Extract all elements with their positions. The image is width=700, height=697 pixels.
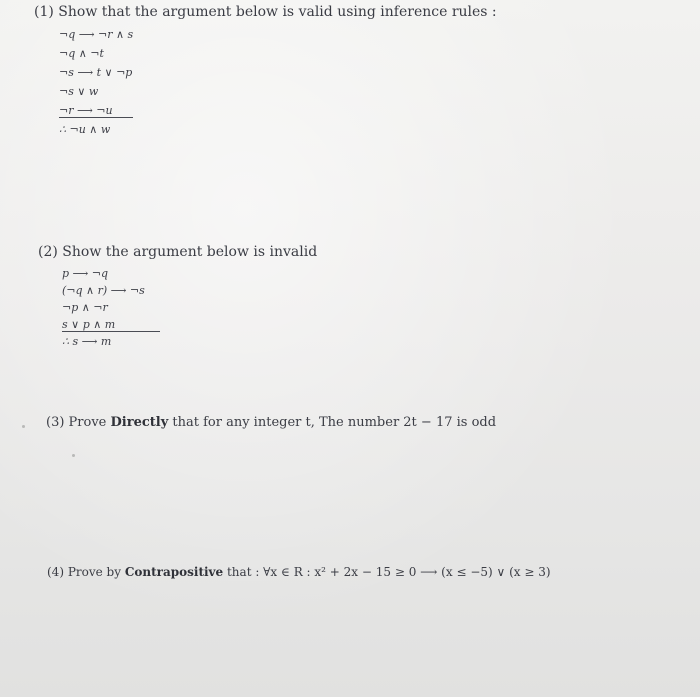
- question-1-title: (1) Show that the argument below is valid using inference rules :: [34, 4, 497, 20]
- question-3-body: that for any integer t, The number 2t − 17 is odd: [168, 415, 497, 430]
- premise-line: ¬p ∧ ¬r: [62, 301, 108, 314]
- paper-speck: [72, 454, 75, 457]
- premise-line: ¬q ⟶ ¬r ∧ s: [59, 28, 134, 41]
- premise-text: s ∨ p ∧ m: [62, 318, 160, 332]
- question-2-argument: [62, 265, 160, 350]
- question-4-prefix: (4) Prove by: [47, 565, 125, 579]
- paper-speck: [22, 425, 25, 428]
- question-3-prefix: (3) Prove: [46, 415, 111, 430]
- premise-line: ¬s ⟶ t ∨ ¬p: [59, 66, 133, 79]
- premise-line: (¬q ∧ r) ⟶ ¬s: [62, 284, 145, 297]
- question-1-argument: [59, 25, 133, 139]
- question-2-title: (2) Show the argument below is invalid: [38, 244, 318, 260]
- question-3-text: [46, 415, 496, 430]
- premise-line-underlined: [59, 101, 133, 120]
- question-4-body: that : ∀x ∈ R : x² + 2x − 15 ≥ 0 ⟶ (x ≤ −5) ∨ (x ≥ 3): [223, 565, 551, 579]
- premise-line: ¬q ∧ ¬t: [59, 47, 104, 60]
- premise-line: ¬s ∨ w: [59, 85, 99, 98]
- conclusion-line: ∴ ¬u ∧ w: [59, 123, 111, 136]
- question-3-keyword: Directly: [110, 415, 169, 430]
- question-4-text: [47, 565, 551, 579]
- premise-line-underlined: [62, 316, 160, 333]
- premise-line: p ⟶ ¬q: [62, 267, 109, 280]
- question-4-keyword: Contrapositive: [124, 565, 224, 579]
- premise-text: ¬r ⟶ ¬u: [59, 104, 133, 118]
- conclusion-line: ∴ s ⟶ m: [62, 335, 112, 348]
